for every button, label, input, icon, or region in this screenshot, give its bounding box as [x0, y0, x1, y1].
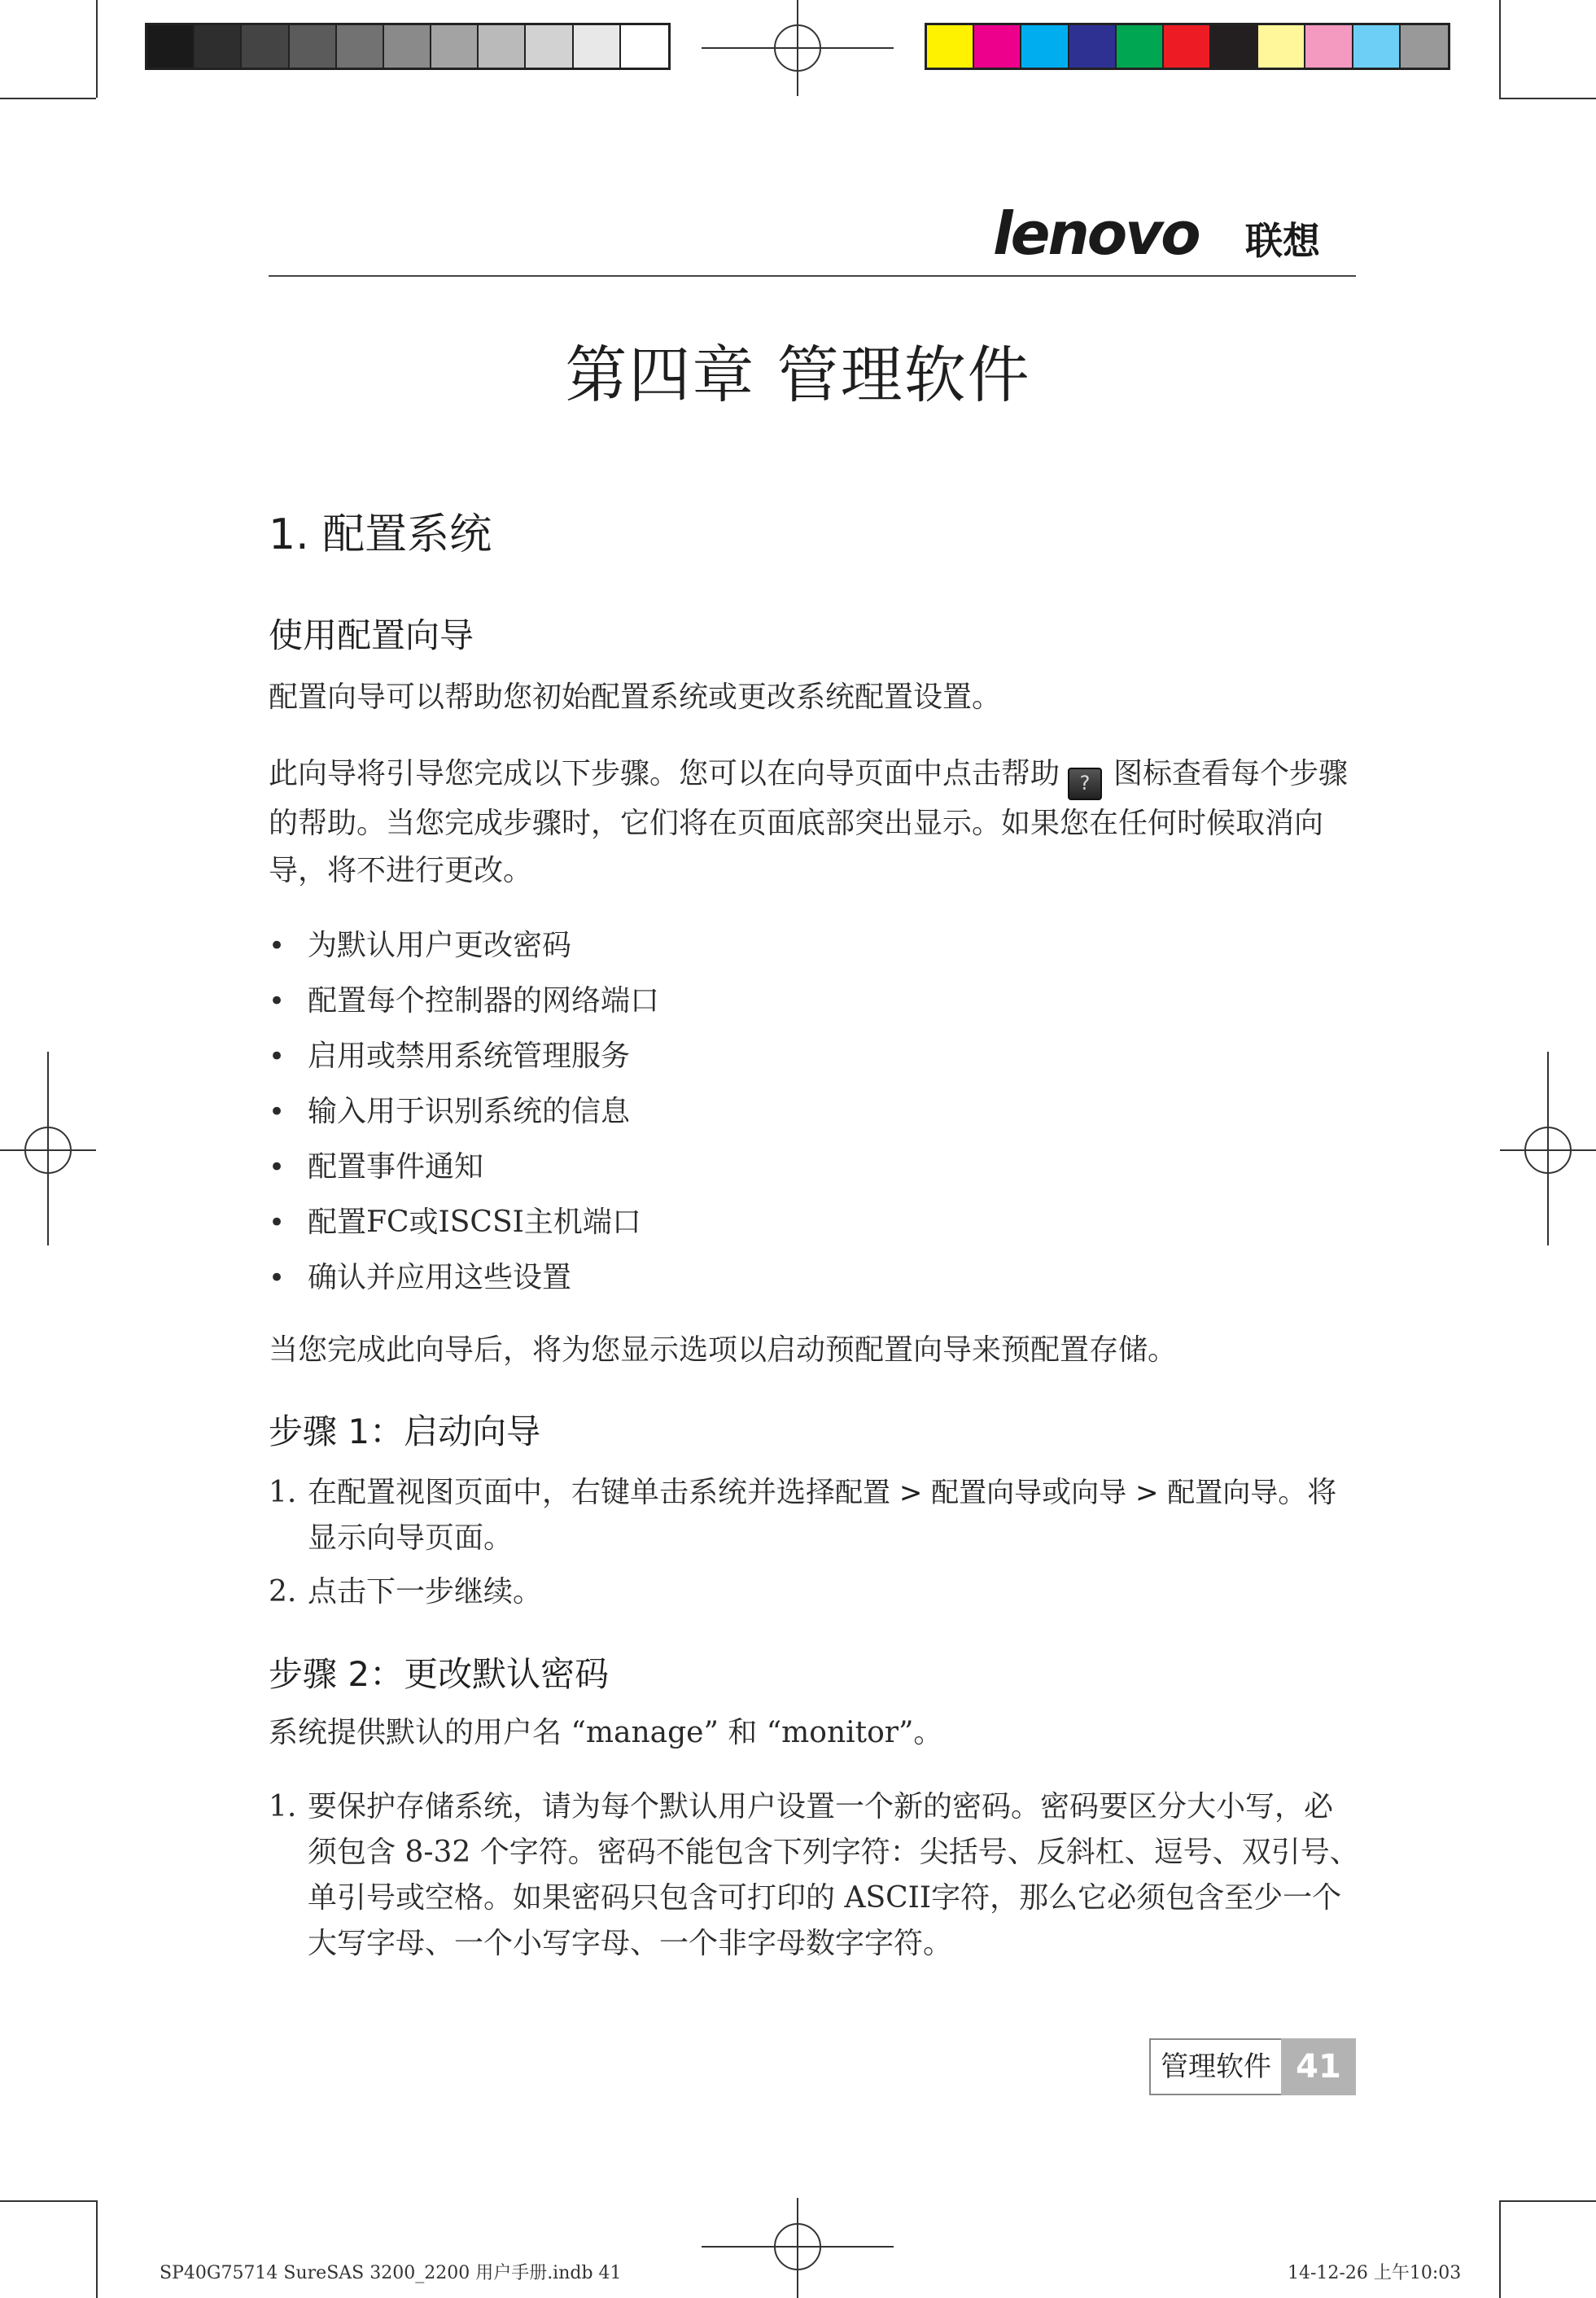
- color-swatch: [927, 25, 974, 68]
- gray-swatch: [431, 25, 479, 68]
- color-calibration-bar: [925, 23, 1450, 70]
- color-swatch: [1069, 25, 1117, 68]
- menu-path-config-wizard: 配置 > 配置向导: [835, 1477, 1043, 1509]
- step-text: 。将显示向导页面。: [308, 1476, 1337, 1555]
- step2-title: 步骤 2：更改默认密码: [269, 1654, 610, 1694]
- step-number: 1.: [269, 1790, 297, 1823]
- step-text: 点击下一步继续。: [308, 1575, 543, 1609]
- list-item: • 输入用于识别系统的信息: [269, 1084, 659, 1140]
- list-item: • 为默认用户更改密码: [269, 918, 659, 974]
- list-item: • 配置FC或ISCSI主机端口: [269, 1195, 659, 1250]
- logo-wordmark: lenovo: [993, 205, 1199, 265]
- gray-swatch: [621, 25, 668, 68]
- logo-chinese: 联想: [1245, 219, 1320, 263]
- intro-paragraph: 配置向导可以帮助您初始配置系统或更改系统配置设置。: [269, 681, 1002, 714]
- color-swatch: [974, 25, 1021, 68]
- gray-swatch: [195, 25, 242, 68]
- header-rule: [269, 275, 1356, 277]
- step-number: 1.: [269, 1476, 297, 1509]
- print-slug-right: 14-12-26 上午10:03: [1288, 2263, 1462, 2283]
- step1-item-1: [269, 1470, 1359, 1561]
- footer-section-label: 管理软件: [1149, 2038, 1281, 2095]
- step1-item-2: [269, 1569, 1359, 1615]
- after-wizard-paragraph: 当您完成此向导后，将为您显示选项以启动预配置向导来预配置存储。: [269, 1333, 1178, 1367]
- section-title: 1. 配置系统: [269, 510, 492, 559]
- color-swatch: [1305, 25, 1353, 68]
- step-text: 或: [1042, 1476, 1072, 1509]
- list-item: • 启用或禁用系统管理服务: [269, 1029, 659, 1084]
- wizard-steps-list: [269, 918, 659, 1306]
- list-item: • 配置事件通知: [269, 1140, 659, 1195]
- help-icon: ?: [1068, 768, 1102, 800]
- print-slug-left: SP40G75714 SureSAS 3200_2200 用户手册.indb 41: [160, 2263, 622, 2283]
- guide-text-start: 此向导将引导您完成以下步骤。您可以在向导页面中点击帮助: [269, 757, 1060, 790]
- gray-swatch: [147, 25, 195, 68]
- page-footer-tab: [1149, 2038, 1356, 2095]
- gray-calibration-bar: [145, 23, 671, 70]
- step2-intro: 系统提供默认的用户名 “manage” 和 “monitor”。: [269, 1716, 943, 1749]
- step-text: 在配置视图页面中，右键单击系统并选择: [308, 1476, 836, 1509]
- step2-item-1: [269, 1784, 1359, 1967]
- gray-swatch: [290, 25, 337, 68]
- gray-swatch: [242, 25, 289, 68]
- menu-path-wizard-config: 向导 > 配置向导: [1071, 1477, 1279, 1509]
- color-swatch: [1401, 25, 1448, 68]
- list-item: • 配置每个控制器的网络端口: [269, 974, 659, 1029]
- color-swatch: [1021, 25, 1069, 68]
- gray-swatch: [384, 25, 431, 68]
- gray-swatch: [479, 25, 526, 68]
- gray-swatch: [526, 25, 573, 68]
- lenovo-logo: [993, 205, 1356, 265]
- list-item: • 确认并应用这些设置: [269, 1250, 659, 1306]
- step1-title: 步骤 1：启动向导: [269, 1412, 541, 1451]
- color-swatch: [1211, 25, 1258, 68]
- gray-swatch: [574, 25, 621, 68]
- step-text: 要保护存储系统，请为每个默认用户设置一个新的密码。密码要区分大小写，必须包含 8-32 个字符。密码不能包含下列字符：尖括号、反斜杠、逗号、双引号、单引号或空格。如果密码只包含可打印的 ASCII字符，那么它必须包含至少一个大写字母、一个小写字母、一个非字母数字字符。: [308, 1790, 1359, 1960]
- subsection-title: 使用配置向导: [269, 615, 474, 655]
- color-swatch: [1164, 25, 1211, 68]
- guide-text-end: 图标查看每个步骤的帮助。当您完成步骤时，它们将在页面底部突出显示。如果您在任何时候取消向导，将不进行更改。: [269, 757, 1349, 887]
- color-swatch: [1353, 25, 1401, 68]
- chapter-title: 第四章 管理软件: [565, 339, 1031, 411]
- color-swatch: [1258, 25, 1305, 68]
- step-number: 2.: [269, 1575, 297, 1609]
- gray-swatch: [337, 25, 384, 68]
- color-swatch: [1117, 25, 1164, 68]
- page-number: 41: [1281, 2038, 1356, 2095]
- guide-paragraph: [269, 751, 1359, 895]
